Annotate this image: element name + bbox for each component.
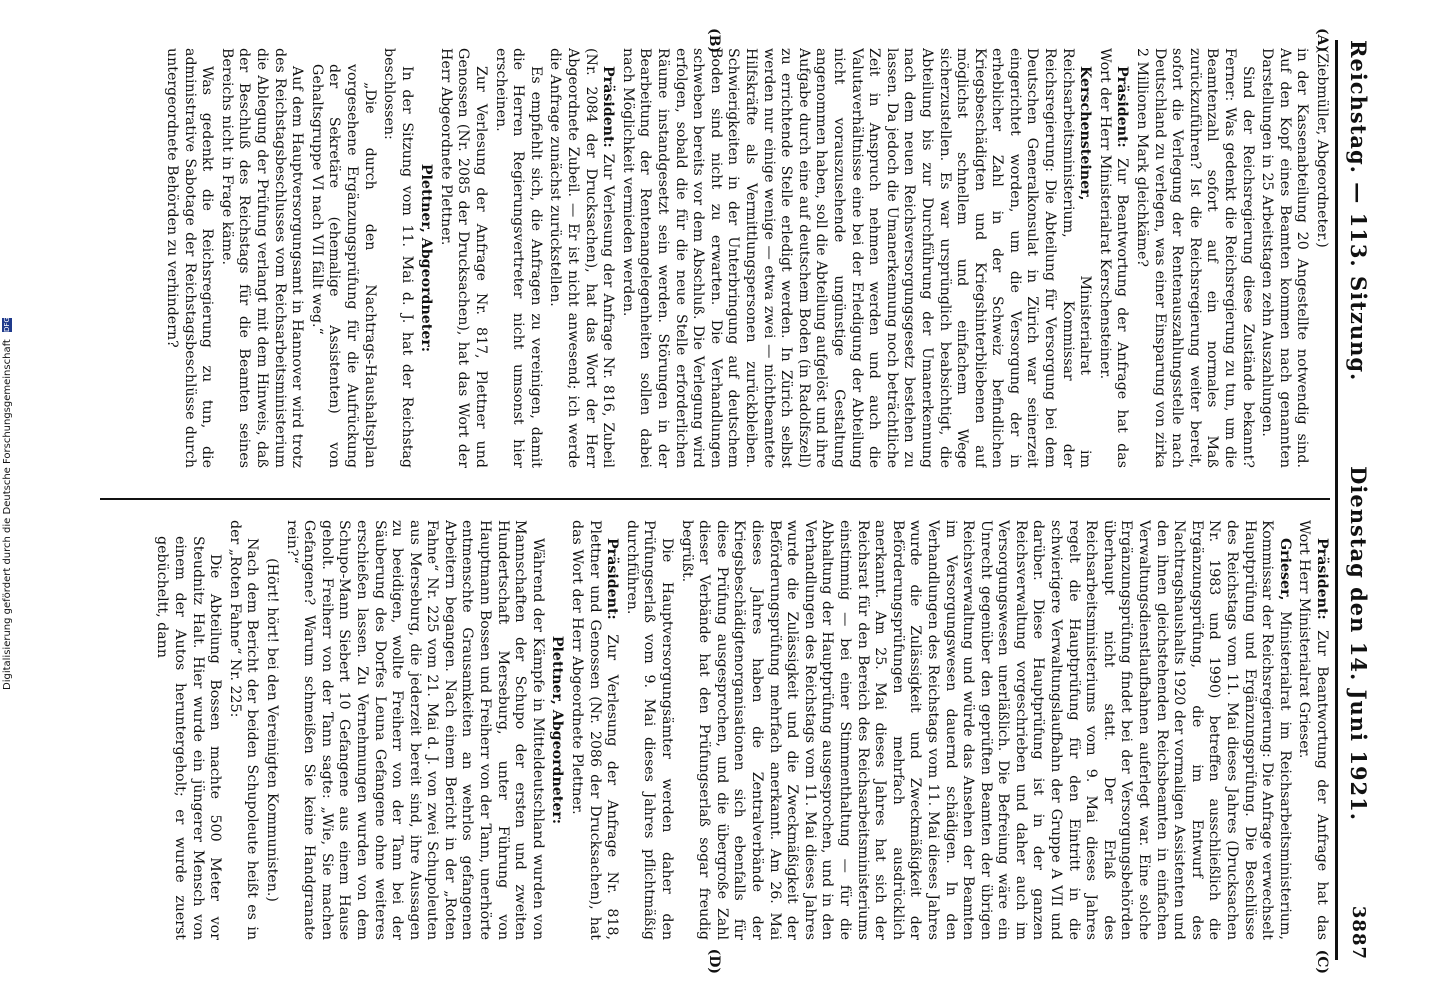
paragraph: Die Hauptversorgungsämter werden daher den Prüfungserlaß vom 9. Mai dieses Jahres pflichtmäßig durchführen. (623, 520, 676, 940)
speaker-name: Präsident: (1314, 538, 1330, 620)
dfg-logo: DFG (3, 317, 11, 332)
speaker-name: Präsident: (604, 538, 621, 620)
paragraph-text: Zur Verlesung der Anfrage Nr. 816, Zubeil (Nr. 2084 der Drucksachen), hat das Wort der Herr Abgeordnete Zubeil. — Er ist nicht anwesend; ich werde die Anfrage zunächst zurückstellen. (547, 48, 617, 468)
header-date: Dienstag den 14. Juni 1921. (1346, 466, 1372, 822)
paragraph (567, 520, 620, 940)
paragraph: in der Kassenabteilung 20 Angestellte notwendig sind. Auf den Kopf eines Beamten kommen nach genannten Darstellungen in 25 Arbeitstagen zehn Auszahlungen. (1259, 48, 1311, 468)
paragraph: Plettner, Abgeordneter: (418, 163, 435, 353)
speaker-name: Präsident: (1114, 66, 1131, 148)
paragraph (618, 48, 1093, 468)
paragraph: In der Sitzung vom 11. Mai d. J. hat der Reichstag beschlossen: (381, 48, 415, 468)
speaker-name: Grieser, (1276, 538, 1293, 601)
right-text-column (100, 520, 1330, 940)
speaker-name: Kerschensteiner, (1077, 66, 1094, 201)
margin-marker-c: (C) (1314, 949, 1330, 974)
paragraph: Es empfiehlt sich, die Anfragen zu vereinigen, damit die Herren Regierungsvertreter nicht umsonst hier erscheinen. (492, 48, 544, 468)
header-rule (1335, 40, 1338, 960)
paragraph (546, 48, 616, 468)
paragraph (1095, 48, 1130, 468)
paragraph: (Ziebmüller, Abgeordneter.) (1314, 48, 1330, 248)
credit-text: Digitalisierung gefördert durch die Deutsche Forschungsgemeinschaft (2, 339, 13, 690)
left-text-column (100, 48, 1330, 468)
paragraph: Zur Verlesung der Anfrage Nr. 817, Plettner und Genossen (Nr. 2085 der Drucksachen), hat das Wort der Herr Abgeordnete Plettner. (437, 48, 490, 468)
running-header (1342, 40, 1376, 960)
speaker-name: Präsident: (600, 66, 617, 148)
paragraph-text: Ministerialrat im Reichsarbeitsministerium, Kommissar der Reichsregierung: Die Anfrage verwechselt Hauptprüfung und Ergänzungsprüfung. Die Beschlüsse des Reichstags vom 11. Mai dieses Jahres (Drucksachen Nr. 1983 und 1990) betreffen ausschließlich die Ergänzungsprüfung, die im Entwurf des Nachtragshaushalts 1920 der vormaligen Assistenten und den ihnen gleichstehenden Reichsbeamten in einfachen Verwaltungsdienstlaufbahnen auferlegt war. Eine solche Ergänzungsprüfung findet bei der Versorgungsbehörden überhaupt nicht statt. Der Erlaß des Reichsarbeitsministeriums vom 9. Mai dieses Jahres regelt die Hauptprüfung für den Eintritt in die schwierigere Verwaltungslaufbahn der Gruppe A VII und darüber. Diese Hauptprüfung ist in der ganzen Reichsverwaltung vorgeschrieben und daher auch im Versorgungswesen unerläßlich. Die Befreiung wäre ein Unrecht gegenüber den geprüften Beamten der übrigen Reichsverwaltung und würde das Ansehen der Beamten im Versorgungswesen dauernd schädigen. In den Verhandlungen des Reichstags vom 11. Mai dieses Jahres wurde die Zulässigkeit und Zweckmäßigkeit der Beförderungsprüfungen mehrfach ausdrücklich anerkannt. Am 25. Mai dieses Jahres hat sich der Reichsrat für den Bereich des Reichsarbeitsministeriums einstimmig — bei einer Stimmenthaltung — für die Abhaltung der Hauptprüfung ausgesprochen, und in den Verhandlungen des Reichstags vom 11. Mai dieses Jahres wurde die Zulässigkeit und die Zweckmäßigkeit der Beförderungsprüfung mehrfach anerkannt. Am 26. Mai dieses Jahres haben die Zentralverbände der Kriegsbeschädigtenorganisationen sich ebenfalls für diese Prüfung ausgesprochen, und die übergroße Zahl dieser Verbände hat den Prüfungserlaß sogar freudig begrüßt. (678, 520, 1293, 940)
paragraph: Sind der Reichsregierung diese Zustände bekannt? Ferner: Was gedenkt die Reichsregierung zu tun, um die Beamtenzahl sofort auf ein normales Maß zurückzuführen? Ist die Reichsregierung weiter bereit, sofort die Verlegung der Rentenauszahlungsstelle nach Deutschland zu verlegen, was einer Einsparung von zirka 2 Millionen Mark gleichkäme? (1134, 48, 1256, 468)
paragraph: Plettner, Abgeordneter: (549, 635, 566, 825)
paragraph: „Die durch den Nachtrags-Haushaltsplan vorgesehene Ergänzungsprüfung für die Aufrückung der Sekretäre (ehemalige Assistenten) von Gehaltsgruppe VI nach VII fällt weg.“ (308, 64, 378, 468)
paragraph-text: Ministerialrat im Reichsarbeitsministerium, Kommissar der Reichsregierung: Die Abteilung für Versorgung bei dem Deutschen Generalkonsulat in Zürich war seinerzeit eingerichtet worden, um die Versorgung der in erheblicher Zahl in der Schweiz befindlichen Kriegsbeschädigten und Kriegshinterbliebenen auf möglichst schnellem und einfachem Wege sicherzustellen. Es war ursprünglich beabsichtigt, die Abteilung bis zur Durchführung der Umanerkennung nach dem neuen Reichsversorgungsgesetz bestehen zu lassen. Da jedoch die Umanerkennung noch beträchtliche Zeit in Anspruch nehmen werden und auch die Valutaverhältnisse eine bei der Erledigung der Abteilung nicht vorauszusehende ungünstige Gestaltung angenommen haben, soll die Abteilung aufgelöst und ihre Aufgabe durch eine auf deutschem Boden (in Radolfszell) zu errichtende Stelle erledigt werden. In Zürich selbst werden nur einige wenige — etwa zwei — nichtbeamtete Hilfskräfte als Vermittlungspersonen zurückbleiben. Schwierigkeiten in der Unterbringung auf deutschem Boden sind nicht zu erwarten. Die Verhandlungen schweben bereits vor dem Abschluß. Die Verlegung wird erfolgen, sobald die für die neue Stelle erforderlichen Räume instandgesetzt sein werden. Störungen in der Bearbeitung der Rentenangelegenheiten sollen dabei nach Möglichkeit vermieden werden. (619, 48, 1094, 468)
paragraph: Während der Kämpfe in Mitteldeutschland wurden von Mannschaften der Schupo der ersten und zweiten Hundertschaft Merseburg, unter Führung von Hauptmann Bossen und Freiherr von der Tann, unerhörte entmenschte Grausamkeiten an wehrlos gefangenen Arbeitern begangen. Nach einem Bericht in der „Roten Fahne“ Nr. 225 vom 21. Mai d. J. von zwei Schupoleuten aus Merseburg, die jederzeit bereit sind, ihre Aussagen zu beeidigen, wollte Freiherr von der Tann bei der Säuberung des Dorfes Leuna Gefangene ohne weiteres erschießen lassen. Zu Vernehmungen wurden von dem Schupo-Mann Siebert 10 Gefangene aus einem Hause geholt. Freiherr von der Tann sagte: „Wie, Sie machen Gefangene? Warum schmeißen Sie keine Handgranate rein?“ (283, 520, 546, 940)
margin-marker-b: (B) (706, 28, 722, 54)
paragraph: Nach dem Bericht der beiden Schupoleute heißt es in der „Roten Fahne“ Nr. 225: (226, 520, 261, 940)
margin-marker-a: (A) (1314, 28, 1330, 53)
paragraph-text: Zur Verlesung der Anfrage Nr. 818, Plettner und Genossen (Nr. 2086 der Drucksachen), hat das Wort der Herr Abgeordnete Plettner. (569, 520, 621, 940)
digitization-credit (2, 317, 16, 690)
paragraph-text: Zur Beantwortung der Anfrage hat das Wort der Herr Ministerialrat Kerschensteiner. (1096, 48, 1131, 468)
column-divider (100, 498, 1330, 500)
header-session: Reichstag. — 113. Sitzung. (1346, 40, 1372, 382)
paragraph: Die Abteilung Bossen machte 500 Meter vor Steudnitz Halt. Hier wurde ein jüngerer Mensch von einem der Autos heruntergeholt; er wurde zuerst gebücheltt, dann (154, 536, 224, 940)
paragraph (677, 520, 1293, 940)
page-number: 3887 (1348, 905, 1370, 960)
paragraph: Auf dem Hauptversorgungsamt in Hannover wird trotz des Reichstagsbeschlusses vom Reichsarbeitsministerium die Ablegung der Prüfung verlangt mit dem Hinweis, daß der Beschluß des Reichstags für die Beamten seines Bereichs nicht in Frage käme. (218, 48, 306, 468)
margin-marker-d: (D) (706, 948, 722, 974)
paragraph (1295, 520, 1330, 940)
paragraph: (Hört! hört! bei den Vereinigten Kommunisten.) (263, 558, 280, 902)
paragraph: Was gedenkt die Reichsregierung zu tun, die administrative Sabotage der Reichstagsbeschlüsse durch untergeordnete Behörden zu verhindern? (164, 48, 216, 468)
rotated-scanned-page (52, 28, 1382, 974)
paragraph-text: Zur Beantwortung der Anfrage hat das Wort Herr Ministerialrat Grieser. (1296, 520, 1330, 940)
